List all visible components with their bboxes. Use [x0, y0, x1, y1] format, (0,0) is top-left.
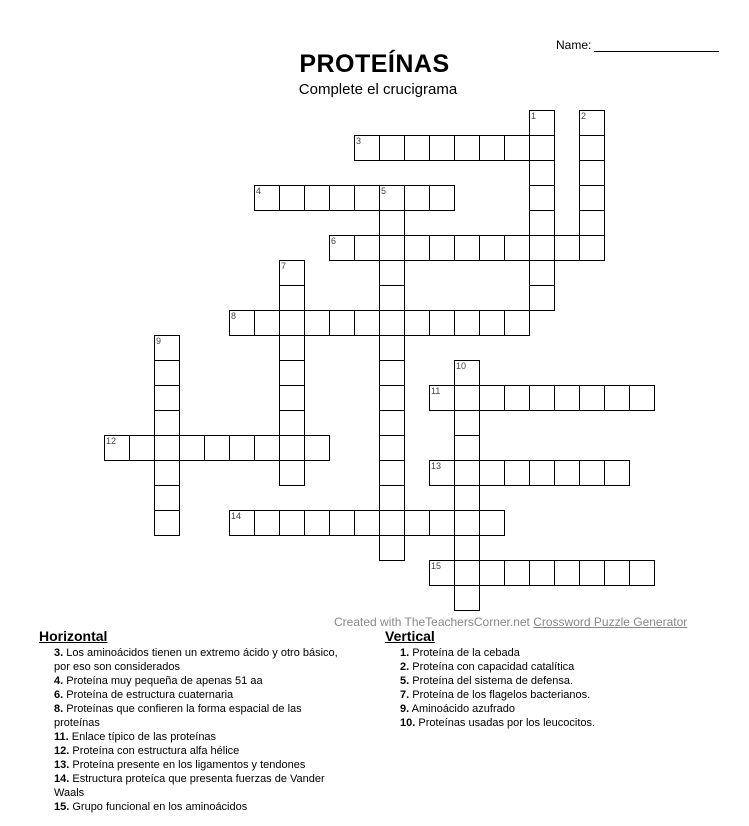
clue-item-number: 6.: [54, 689, 64, 701]
clue-item-number: 5.: [400, 675, 410, 687]
clue-item-number: 14.: [54, 773, 70, 785]
grid-cell[interactable]: [280, 311, 305, 336]
grid-cell[interactable]: [330, 311, 355, 336]
clue-item-text: Estructura proteíca que presenta fuerzas de Vander Waals: [54, 773, 325, 799]
page-subtitle: Complete el crucigrama: [298, 81, 458, 98]
grid-cell[interactable]: [380, 236, 405, 261]
clue-item-number: 3.: [54, 647, 64, 659]
grid-cell[interactable]: [280, 436, 305, 461]
grid-cell[interactable]: [430, 236, 455, 261]
grid-cell[interactable]: [405, 186, 430, 211]
across-clue-list: [39, 646, 347, 814]
grid-cell[interactable]: [480, 136, 505, 161]
grid-cell[interactable]: [255, 436, 280, 461]
clue-item-number: 13.: [54, 759, 70, 771]
grid-cell[interactable]: [530, 161, 555, 186]
grid-cell[interactable]: [555, 386, 580, 411]
grid-cell[interactable]: [255, 311, 280, 336]
clue-item-text: Proteínas usadas por los leucocitos.: [415, 717, 596, 729]
grid-cell[interactable]: [380, 436, 405, 461]
grid-cell[interactable]: [430, 136, 455, 161]
clue-item-number: 1.: [400, 647, 410, 659]
across-heading: Horizontal: [39, 628, 108, 644]
grid-cell[interactable]: [530, 186, 555, 211]
grid-cell[interactable]: [155, 386, 180, 411]
grid-cell[interactable]: [155, 486, 180, 511]
clue-number: 10: [456, 361, 467, 371]
grid-cell[interactable]: [380, 461, 405, 486]
clue-item-number: 8.: [54, 703, 64, 715]
grid-cell[interactable]: [505, 461, 530, 486]
grid-cell[interactable]: [405, 311, 430, 336]
clue-item: [400, 674, 685, 688]
grid-cell[interactable]: [605, 461, 630, 486]
clue-number: 12: [106, 436, 117, 446]
clue-item: [54, 688, 347, 702]
clue-item: [54, 730, 347, 744]
grid-cell[interactable]: [580, 561, 605, 586]
grid-cell[interactable]: [555, 561, 580, 586]
grid-cell[interactable]: [505, 561, 530, 586]
clue-item: [54, 702, 347, 730]
clue-item-text: Proteína muy pequeña de apenas 51 aa: [63, 675, 263, 687]
grid-cell[interactable]: [580, 186, 605, 211]
grid-cell[interactable]: [355, 186, 380, 211]
clue-item-number: 2.: [400, 661, 410, 673]
grid-cell[interactable]: [330, 186, 355, 211]
clue-item-text: Proteína presente en los ligamentos y tendones: [69, 759, 306, 771]
grid-cell[interactable]: [380, 286, 405, 311]
clue-number: 13: [431, 461, 442, 471]
grid-cell[interactable]: [355, 311, 380, 336]
clue-item-text: Proteína con estructura alfa hélice: [69, 745, 240, 757]
grid-cell[interactable]: [530, 211, 555, 236]
grid-cell[interactable]: [455, 311, 480, 336]
grid-cell[interactable]: [380, 336, 405, 361]
grid-cell[interactable]: [380, 486, 405, 511]
grid-cell[interactable]: [530, 286, 555, 311]
grid-cell[interactable]: [405, 511, 430, 536]
grid-cell[interactable]: [205, 436, 230, 461]
clue-item-number: 15.: [54, 801, 70, 813]
grid-cell[interactable]: [605, 561, 630, 586]
grid-cell[interactable]: [530, 386, 555, 411]
grid-cell[interactable]: [280, 461, 305, 486]
grid-cell[interactable]: [530, 461, 555, 486]
grid-cell[interactable]: [480, 511, 505, 536]
grid-cell[interactable]: [530, 136, 555, 161]
grid-cell[interactable]: [380, 411, 405, 436]
clue-number: 6: [331, 236, 337, 246]
grid-cell[interactable]: [455, 386, 480, 411]
down-heading: Vertical: [385, 628, 435, 644]
clue-number: 5: [381, 186, 387, 196]
clue-item: [400, 702, 685, 716]
grid-cell[interactable]: [530, 261, 555, 286]
grid-cell[interactable]: [455, 586, 480, 611]
grid-cell[interactable]: [580, 386, 605, 411]
grid-cell[interactable]: [380, 536, 405, 561]
grid-cell[interactable]: [305, 186, 330, 211]
grid-cell[interactable]: [580, 161, 605, 186]
grid-cell[interactable]: [305, 436, 330, 461]
grid-cell[interactable]: [280, 386, 305, 411]
clue-number: 1: [531, 111, 537, 121]
grid-cell[interactable]: [155, 436, 180, 461]
grid-cell[interactable]: [380, 386, 405, 411]
clue-item-text: Proteína de la cebada: [409, 647, 520, 659]
grid-cell[interactable]: [280, 186, 305, 211]
clue-item: [54, 772, 347, 800]
grid-cell[interactable]: [155, 461, 180, 486]
grid-cell[interactable]: [380, 211, 405, 236]
grid-cell[interactable]: [480, 236, 505, 261]
clue-item: [400, 646, 685, 660]
grid-cell[interactable]: [305, 311, 330, 336]
across-clues: [39, 628, 347, 814]
grid-cell[interactable]: [530, 561, 555, 586]
name-label: Name:: [556, 38, 592, 52]
clue-number: 8: [231, 311, 237, 321]
clue-item: [54, 646, 347, 674]
grid-cell[interactable]: [630, 386, 655, 411]
clue-item: [54, 674, 347, 688]
grid-cell[interactable]: [605, 386, 630, 411]
grid-cell[interactable]: [280, 286, 305, 311]
grid-cell[interactable]: [480, 561, 505, 586]
grid-cell[interactable]: [430, 511, 455, 536]
grid-cell[interactable]: [480, 461, 505, 486]
clue-item-text: Proteína con capacidad catalítica: [409, 661, 575, 673]
credit-text: Created with TheTeachersCorner.net: [334, 615, 534, 629]
clue-item-number: 4.: [54, 675, 64, 687]
clue-item-number: 7.: [400, 689, 410, 701]
generator-link[interactable]: Crossword Puzzle Generator: [533, 615, 688, 629]
grid-cell[interactable]: [180, 436, 205, 461]
grid-cell[interactable]: [130, 436, 155, 461]
grid-cell[interactable]: [630, 561, 655, 586]
grid-cell[interactable]: [505, 236, 530, 261]
grid-cell[interactable]: [380, 361, 405, 386]
grid-cell[interactable]: [255, 511, 280, 536]
grid-cell[interactable]: [580, 236, 605, 261]
clue-item: [54, 744, 347, 758]
clue-item-text: Proteína de estructura cuaternaria: [63, 689, 234, 701]
clue-item: [400, 716, 685, 730]
clue-item: [54, 758, 347, 772]
grid-cell[interactable]: [380, 136, 405, 161]
grid-cell[interactable]: [580, 461, 605, 486]
grid-cell[interactable]: [455, 411, 480, 436]
grid-cell[interactable]: [430, 186, 455, 211]
clue-number: 14: [231, 511, 242, 521]
clue-item: [54, 800, 347, 814]
grid-cell[interactable]: [505, 311, 530, 336]
grid-cell[interactable]: [480, 386, 505, 411]
grid-cell[interactable]: [455, 486, 480, 511]
clue-item: [400, 660, 685, 674]
clue-item-number: 9.: [400, 703, 410, 715]
grid-cell[interactable]: [555, 236, 580, 261]
page-title: PROTEÍNAS: [299, 50, 450, 78]
grid-cell[interactable]: [305, 511, 330, 536]
clue-number: 7: [281, 261, 287, 271]
grid-cell[interactable]: [455, 561, 480, 586]
clue-item-text: Proteínas que confieren la forma espacial de las proteínas: [54, 703, 302, 729]
grid-cell[interactable]: [155, 361, 180, 386]
grid-cell[interactable]: [455, 136, 480, 161]
clue-number: 3: [356, 136, 362, 146]
grid-cell[interactable]: [355, 511, 380, 536]
clue-item: [400, 688, 685, 702]
grid-cell[interactable]: [280, 511, 305, 536]
grid-cell[interactable]: [155, 411, 180, 436]
grid-cell[interactable]: [405, 236, 430, 261]
clue-item-text: Proteína de los flagelos bacterianos.: [409, 689, 591, 701]
grid-cell[interactable]: [455, 511, 480, 536]
grid-cell[interactable]: [230, 436, 255, 461]
grid-cell[interactable]: [555, 461, 580, 486]
clue-item-number: 10.: [400, 717, 416, 729]
clue-number: 11: [431, 386, 441, 396]
grid-cell[interactable]: [430, 311, 455, 336]
clue-item-text: Aminoácido azufrado: [409, 703, 515, 715]
grid-cell[interactable]: [280, 411, 305, 436]
grid-cell[interactable]: [530, 236, 555, 261]
grid-cell[interactable]: [580, 211, 605, 236]
clue-item-text: Grupo funcional en los aminoácidos: [69, 801, 248, 813]
grid-cell[interactable]: [380, 311, 405, 336]
grid-cell[interactable]: [380, 511, 405, 536]
grid-cell[interactable]: [455, 236, 480, 261]
clue-item-number: 12.: [54, 745, 70, 757]
grid-cell[interactable]: [455, 436, 480, 461]
grid-cell[interactable]: [280, 361, 305, 386]
clue-item-text: Proteína del sistema de defensa.: [409, 675, 574, 687]
clue-item-number: 11.: [54, 731, 69, 743]
grid-cell[interactable]: [355, 236, 380, 261]
grid-cell[interactable]: [380, 261, 405, 286]
clue-number: 15: [431, 561, 442, 571]
grid-cell[interactable]: [505, 386, 530, 411]
grid-cell[interactable]: [580, 136, 605, 161]
credit-line: [334, 615, 687, 629]
grid-cell[interactable]: [480, 311, 505, 336]
clue-number: 2: [581, 111, 587, 121]
clue-number: 9: [156, 336, 162, 346]
grid-cell[interactable]: [405, 136, 430, 161]
down-clues: [385, 628, 685, 730]
grid-cell[interactable]: [505, 136, 530, 161]
clue-item-text: Los aminoácidos tienen un extremo ácido y otro básico, por eso son considerados: [54, 647, 338, 673]
grid-cell[interactable]: [155, 511, 180, 536]
clue-item-text: Enlace típico de las proteínas: [68, 731, 217, 743]
clue-number: 4: [256, 186, 262, 196]
grid-cell[interactable]: [330, 511, 355, 536]
grid-cell[interactable]: [455, 461, 480, 486]
down-clue-list: [385, 646, 685, 730]
grid-cell[interactable]: [455, 536, 480, 561]
grid-cell[interactable]: [280, 336, 305, 361]
